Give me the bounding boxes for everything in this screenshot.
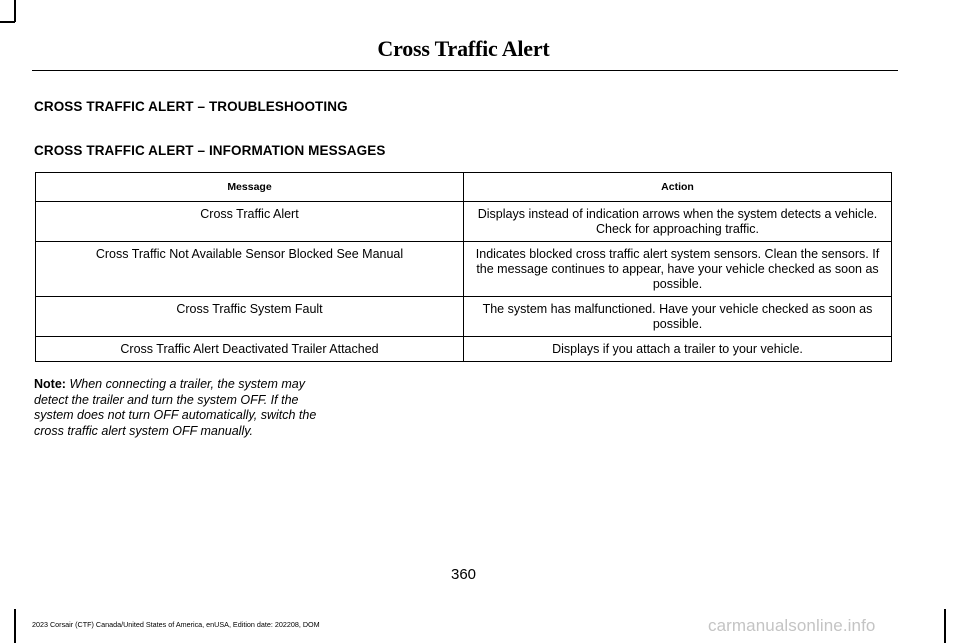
crop-mark-bottom-right-vertical	[944, 609, 946, 643]
crop-mark-top-left-vertical	[14, 0, 16, 22]
information-messages-table	[35, 172, 892, 362]
table-row	[36, 202, 892, 242]
crop-mark-top-left-horizontal	[0, 21, 15, 23]
table-row	[36, 337, 892, 362]
action-cell: Displays if you attach a trailer to your vehicle.	[464, 337, 892, 362]
edition-footer: 2023 Corsair (CTF) Canada/United States of America, enUSA, Edition date: 202208, DOM	[32, 620, 320, 629]
action-cell: Indicates blocked cross traffic alert system sensors. Clean the sensors. If the message continues to appear, have your vehicle checked as soon as possible.	[464, 242, 892, 297]
message-cell: Cross Traffic Not Available Sensor Blocked See Manual	[36, 242, 464, 297]
action-cell: Displays instead of indication arrows when the system detects a vehicle. Check for approaching traffic.	[464, 202, 892, 242]
table-row	[36, 242, 892, 297]
page-number: 360	[450, 566, 477, 583]
action-cell: The system has malfunctioned. Have your vehicle checked as soon as possible.	[464, 297, 892, 337]
note-text: When connecting a trailer, the system may detect the trailer and turn the system OFF. If the system does not turn OFF automatically, switch the cross traffic alert system OFF manually.	[34, 377, 317, 438]
header-divider	[32, 70, 898, 71]
troubleshooting-heading: CROSS TRAFFIC ALERT – TROUBLESHOOTING	[34, 99, 348, 114]
message-cell: Cross Traffic Alert Deactivated Trailer Attached	[36, 337, 464, 362]
table-header-row	[36, 173, 892, 202]
crop-mark-bottom-left-vertical	[14, 609, 16, 643]
note-paragraph	[34, 377, 324, 439]
watermark: carmanualsonline.info	[708, 616, 876, 635]
column-header-message: Message	[36, 173, 464, 202]
message-cell: Cross Traffic Alert	[36, 202, 464, 242]
page-header-title: Cross Traffic Alert	[377, 36, 550, 61]
column-header-action: Action	[464, 173, 892, 202]
note-label: Note:	[34, 377, 66, 391]
information-messages-heading: CROSS TRAFFIC ALERT – INFORMATION MESSAGES	[34, 143, 386, 158]
message-cell: Cross Traffic System Fault	[36, 297, 464, 337]
table-row	[36, 297, 892, 337]
